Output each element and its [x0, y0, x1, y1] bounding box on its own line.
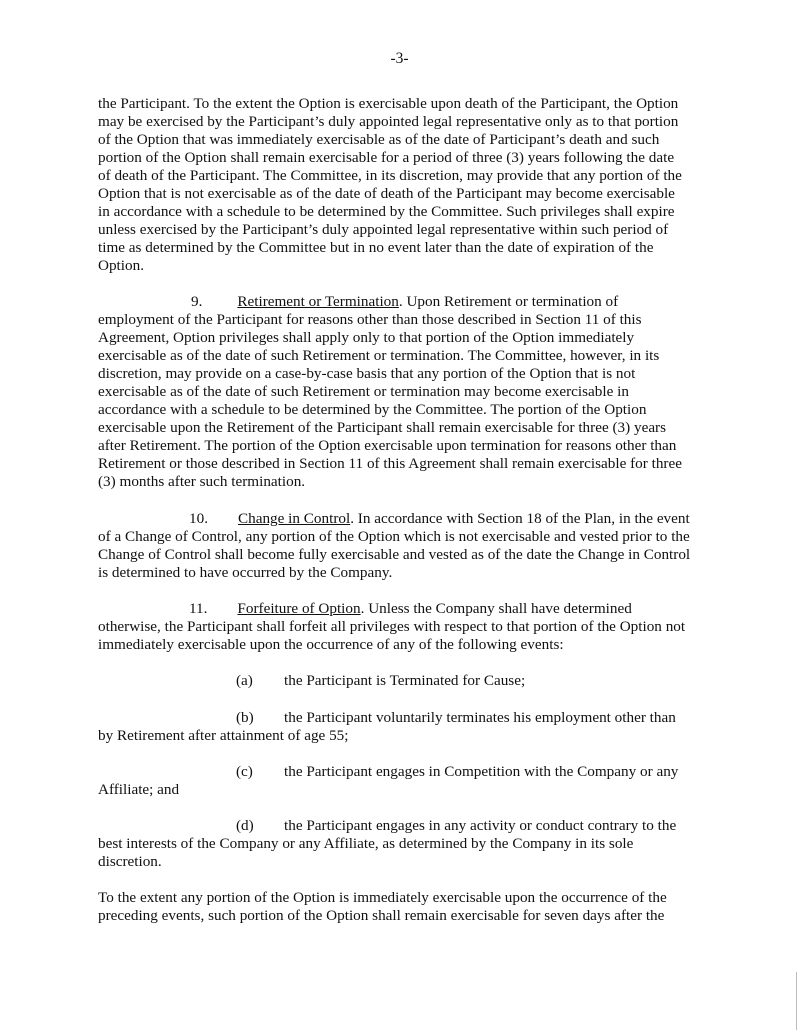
- section-number: 9.: [191, 293, 203, 310]
- text-line: exercisable as of the date of such Retirement or termination may become exercisable in: [98, 383, 629, 400]
- text-line: employment of the Participant for reasons other than those described in Section 11 of this: [98, 311, 642, 328]
- section-number: 10.: [189, 510, 208, 527]
- list-item-label: (d): [236, 817, 254, 834]
- text-line: Agreement, Option privileges shall apply only to that portion of the Option immediately: [98, 329, 635, 346]
- text-fragment: . Unless the Company shall have determined: [360, 600, 632, 617]
- text-line: discretion, may provide on a case-by-case basis that any portion of the Option that is not: [98, 365, 636, 382]
- text-line: immediately exercisable upon the occurrence of any of the following events:: [98, 636, 564, 653]
- list-item-label: (c): [236, 763, 253, 780]
- text-line: exercisable as of the date of such Retirement or termination. The Committee, however, in its: [98, 347, 660, 364]
- text-line: Option that is not exercisable as of the date of death of the Participant may become exercisable: [98, 185, 675, 202]
- scan-edge-mark: [796, 972, 797, 1030]
- text-line: Option.: [98, 257, 144, 274]
- section-10-first-line: [189, 510, 690, 528]
- list-item-text: the Participant voluntarily terminates his employment other than: [284, 709, 676, 726]
- list-item-continuation: by Retirement after attainment of age 55;: [98, 727, 349, 744]
- text-line: Change of Control shall become fully exercisable and vested as of the date the Change in Control: [98, 546, 691, 563]
- list-item-text: the Participant engages in Competition with the Company or any: [284, 763, 679, 780]
- section-9-first-line: [191, 293, 618, 311]
- list-item-continuation: best interests of the Company or any Affiliate, as determined by the Company in its sole: [98, 835, 634, 852]
- text-line: portion of the Option shall remain exercisable for a period of three (3) years following the date: [98, 149, 675, 166]
- text-line: unless exercised by the Participant’s duly appointed legal representative within such period of: [98, 221, 669, 238]
- text-line: preceding events, such portion of the Option shall remain exercisable for seven days after the: [98, 907, 665, 924]
- text-fragment: . In accordance with Section 18 of the Plan, in the event: [350, 510, 690, 527]
- section-heading: Forfeiture of Option: [237, 600, 361, 617]
- text-line: To the extent any portion of the Option is immediately exercisable upon the occurrence of the: [98, 889, 667, 906]
- section-heading: Retirement or Termination: [237, 293, 399, 310]
- text-line: exercisable upon the Retirement of the Participant shall remain exercisable for three (3) years: [98, 419, 667, 436]
- text-line: (3) months after such termination.: [98, 473, 306, 490]
- text-line: of the Option that was immediately exercisable as of the date of Participant’s death and such: [98, 131, 660, 148]
- list-item-continuation: Affiliate; and: [98, 781, 180, 798]
- text-line: may be exercised by the Participant’s duly appointed legal representative only as to that portion: [98, 113, 679, 130]
- section-11-first-line: [189, 600, 632, 618]
- list-item-continuation: discretion.: [98, 853, 162, 870]
- list-item-text: the Participant engages in any activity or conduct contrary to the: [284, 817, 677, 834]
- text-line: Retirement or those described in Section 11 of this Agreement shall remain exercisable for three: [98, 455, 682, 472]
- text-line: the Participant. To the extent the Option is exercisable upon death of the Participant, the Option: [98, 95, 679, 112]
- text-line: accordance with a schedule to be determined by the Committee. The portion of the Option: [98, 401, 647, 418]
- list-item-text: the Participant is Terminated for Cause;: [284, 672, 526, 689]
- list-item-label: (b): [236, 709, 254, 726]
- text-fragment: . Upon Retirement or termination of: [398, 293, 619, 310]
- text-line: of death of the Participant. The Committee, in its discretion, may provide that any portion of the: [98, 167, 682, 184]
- list-item-label: (a): [236, 672, 253, 689]
- text-line: after Retirement. The portion of the Option exercisable upon termination for reasons other than: [98, 437, 677, 454]
- text-line: otherwise, the Participant shall forfeit all privileges with respect to that portion of the Option not: [98, 618, 686, 635]
- text-line: is determined to have occurred by the Company.: [98, 564, 393, 581]
- page-number: -3-: [390, 50, 409, 67]
- text-line: in accordance with a schedule to be determined by the Committee. Such privileges shall expire: [98, 203, 675, 220]
- section-number: 11.: [189, 600, 208, 617]
- text-line: of a Change of Control, any portion of the Option which is not exercisable and vested prior to the: [98, 528, 690, 545]
- section-heading: Change in Control: [237, 510, 351, 527]
- text-line: time as determined by the Committee but in no event later than the date of expiration of the: [98, 239, 654, 256]
